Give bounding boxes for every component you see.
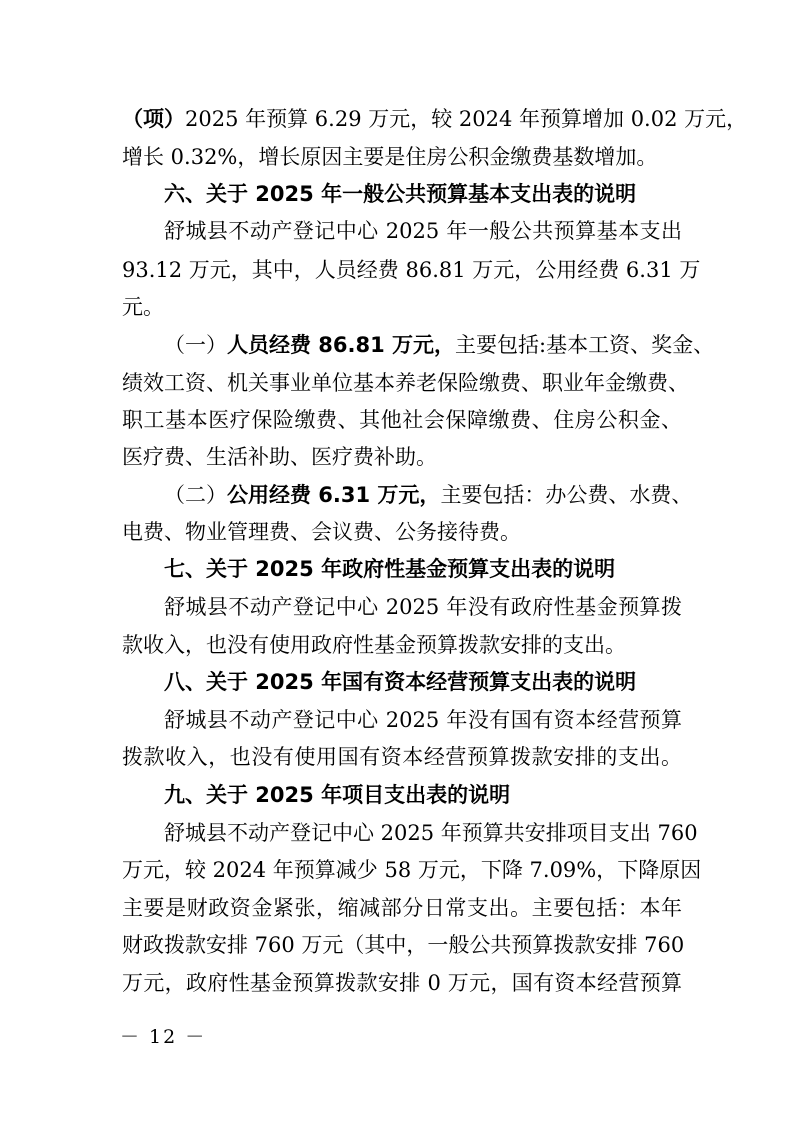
text-line: 舒城县不动产登记中心 2025 年一般公共预算基本支出	[164, 219, 682, 243]
text-line: 职工基本医疗保险缴费、其他社会保障缴费、住房公积金、	[122, 408, 682, 432]
text-line: 元。	[122, 295, 164, 319]
bold-phrase: 人员经费 86.81 万元，	[227, 333, 456, 357]
text-line: 款收入，也没有使用政府性基金预算拨款安排的支出。	[122, 633, 626, 657]
section-heading: 九、关于 2025 年项目支出表的说明	[164, 783, 511, 807]
text-span: （一）	[164, 333, 227, 357]
text-span: （二）	[164, 483, 227, 507]
text-line: 舒城县不动产登记中心 2025 年预算共安排项目支出 760	[164, 821, 698, 845]
text-line	[122, 104, 748, 134]
section-heading: 六、关于 2025 年一般公共预算基本支出表的说明	[164, 182, 637, 206]
bold-item-label: （项）	[122, 107, 185, 131]
text-span: 主要包括：办公费、水费、	[440, 483, 693, 507]
text-line: 电费、物业管理费、会议费、公务接待费。	[122, 520, 521, 544]
text-line: 医疗费、生活补助、医疗费补助。	[122, 445, 437, 469]
text-line: 舒城县不动产登记中心 2025 年没有政府性基金预算拨	[164, 595, 682, 619]
text-line: 万元，政府性基金预算拨款安排 0 万元，国有资本经营预算	[122, 971, 682, 995]
text-line	[164, 480, 693, 510]
text-line	[164, 330, 715, 360]
text-line: 增长 0.32%，增长原因主要是住房公积金缴费基数增加。	[122, 145, 658, 169]
text-line: 绩效工资、机关事业单位基本养老保险缴费、职业年金缴费、	[122, 371, 689, 395]
text-span: 主要包括:基本工资、奖金、	[455, 333, 715, 357]
text-line: 财政拨款安排 760 万元（其中，一般公共预算拨款安排 760	[122, 933, 685, 957]
text-line: 万元，较 2024 年预算减少 58 万元，下降 7.09%，下降原因	[122, 858, 702, 882]
text-span: 2025 年预算 6.29 万元，较 2024 年预算增加 0.02 万元，	[185, 107, 748, 131]
text-line: 舒城县不动产登记中心 2025 年没有国有资本经营预算	[164, 708, 682, 732]
text-line: 拨款收入，也没有使用国有资本经营预算拨款安排的支出。	[122, 745, 682, 769]
text-line: 93.12 万元，其中，人员经费 86.81 万元，公用经费 6.31 万	[122, 258, 701, 282]
section-heading: 七、关于 2025 年政府性基金预算支出表的说明	[164, 557, 616, 581]
section-heading: 八、关于 2025 年国有资本经营预算支出表的说明	[164, 670, 637, 694]
text-line: 主要是财政资金紧张，缩减部分日常支出。主要包括：本年	[122, 896, 682, 920]
page-number: － 12 －	[120, 1026, 207, 1048]
bold-phrase: 公用经费 6.31 万元，	[227, 483, 441, 507]
